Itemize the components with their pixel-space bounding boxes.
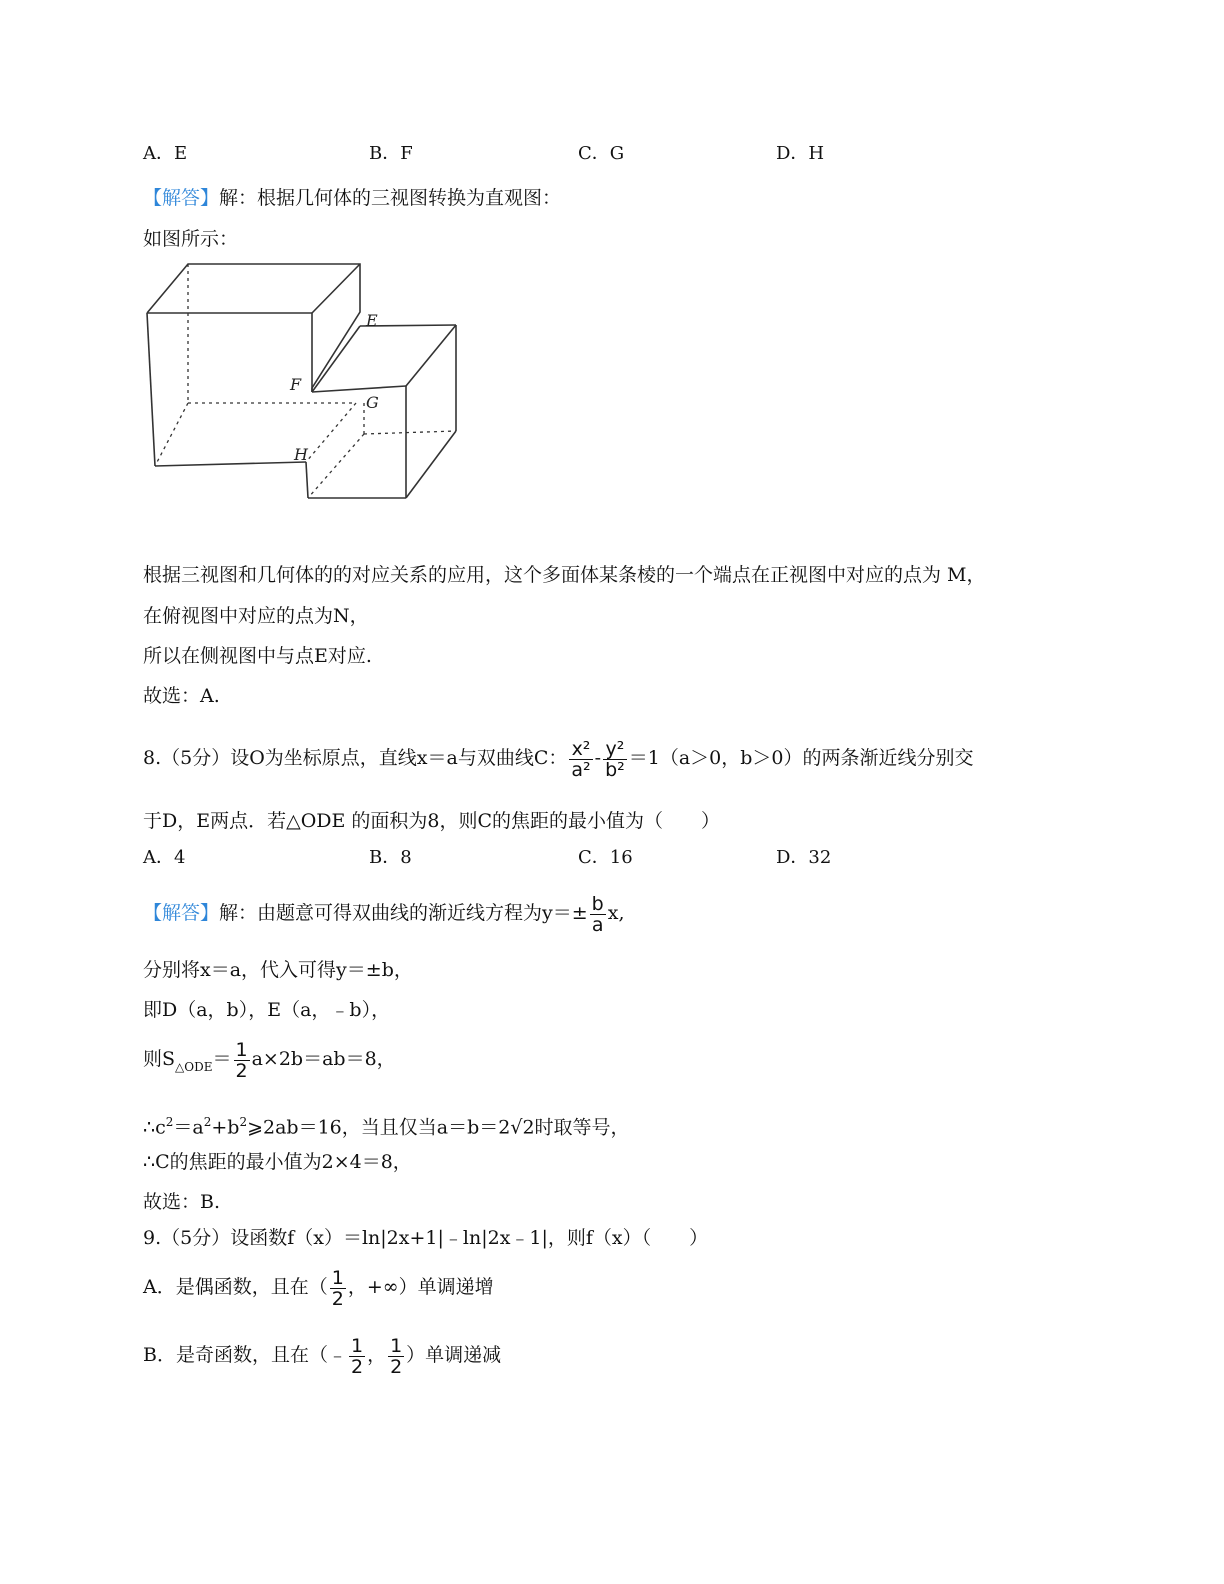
- s3-rest: a×2b＝ab＝8，: [251, 1048, 396, 1070]
- edge-lower-step-vertical: [306, 462, 308, 498]
- q8-step2: 即D（a，b），E（a，﹣b），: [143, 999, 391, 1021]
- minus-sign: -: [594, 747, 602, 769]
- q7-choice: 故选：A.: [143, 685, 220, 707]
- label-g: G: [366, 393, 379, 412]
- s4-part: ⩾2ab＝16，当且仅当a＝b＝2√2时取等号，: [247, 1116, 630, 1139]
- frac-num: 1: [390, 1334, 403, 1357]
- triangle-ode-subscript: △ODE: [175, 1060, 213, 1074]
- q9-option-b: [143, 1332, 501, 1378]
- answer-text: 解：根据几何体的三视图转换为直观图：: [219, 187, 562, 209]
- answer-tag: 【解答】: [143, 187, 220, 209]
- s4-part: ∴c: [143, 1116, 166, 1139]
- answer-tag: 【解答】: [143, 902, 220, 924]
- frac-num: 1: [235, 1038, 248, 1061]
- fraction-1-2: [234, 1040, 250, 1081]
- opt-a-text: A．是偶函数，且在（: [143, 1276, 328, 1298]
- q8-stem-part1: 8.（5分）设O为坐标原点，直线x＝a与双曲线C：: [143, 747, 568, 769]
- frac-num: b: [591, 892, 604, 915]
- solid-figure: [140, 258, 470, 508]
- s-label: 则S: [143, 1048, 176, 1070]
- frac-den: 2: [350, 1355, 364, 1378]
- hidden-edge-bottom-left: [155, 403, 188, 466]
- frac-den: a²: [571, 758, 591, 781]
- edge-bottom-front-left: [155, 462, 306, 466]
- edge-step-left: [312, 326, 360, 392]
- sup: 2: [203, 1115, 212, 1129]
- q8-stem-line2: 于D，E两点．若△ODE 的面积为8，则C的焦距的最小值为（ ）: [143, 810, 721, 832]
- frac-den: 2: [235, 1059, 248, 1082]
- frac-num: x²: [571, 737, 591, 760]
- fraction-1-2: [388, 1336, 404, 1377]
- fraction-1-2: [330, 1268, 346, 1309]
- opt-b-text-end: ）单调递减: [406, 1344, 502, 1366]
- q8-step3: [143, 1036, 396, 1090]
- hidden-edge-lower-back: [364, 431, 456, 434]
- q8-option-c: C．16: [578, 847, 633, 868]
- q7-option-a: A．E: [143, 143, 188, 164]
- q7-answer-line: [143, 186, 561, 210]
- answer-text-end: x,: [607, 902, 625, 924]
- q8-answer-line: [143, 890, 625, 936]
- edge-top-outline: [147, 264, 360, 392]
- fraction-1-2: [349, 1336, 365, 1377]
- q7-option-c: C．G: [578, 143, 625, 164]
- q8-step1: 分别将x＝a，代入可得y＝±b，: [143, 959, 413, 981]
- q8-stem: [143, 735, 974, 781]
- answer-text: 解：由题意可得双曲线的渐近线方程为y＝±: [219, 902, 588, 924]
- s4-part: +b: [211, 1116, 240, 1139]
- frac-den: b²: [605, 758, 625, 781]
- q7-option-d: D．H: [776, 143, 825, 164]
- q8-choice: 故选：B.: [143, 1191, 221, 1213]
- q8-step5: ∴C的焦距的最小值为2×4＝8，: [143, 1151, 412, 1173]
- sup: 2: [165, 1115, 174, 1129]
- fraction-x2-a2: [569, 739, 592, 780]
- edge-left-front: [147, 313, 155, 466]
- q7-option-b: B．F: [369, 143, 413, 164]
- frac-num: y²: [605, 737, 625, 760]
- label-h: H: [294, 445, 308, 464]
- hidden-edge-g-h: [306, 403, 356, 462]
- edge-step-front: [312, 386, 406, 392]
- q8-step4: [143, 1110, 630, 1139]
- fraction-y2-b2: [603, 739, 627, 780]
- opt-b-text: B．是奇函数，且在（﹣: [143, 1344, 347, 1366]
- fraction-b-a: [590, 894, 606, 935]
- equals: ＝: [212, 1048, 232, 1070]
- edge-bottom-right: [406, 431, 456, 498]
- sup: 2: [239, 1115, 248, 1129]
- frac-den: 2: [331, 1287, 344, 1310]
- as-shown-text: 如图所示：: [143, 228, 239, 250]
- q8-option-b: B．8: [369, 847, 412, 868]
- q8-stem-part2: ＝1（a＞0，b＞0）的两条渐近线分别交: [628, 747, 974, 769]
- edge-step-right: [406, 325, 456, 386]
- q7-explain-line2: 在俯视图中对应的点为N，: [143, 605, 369, 627]
- q8-option-a: A．4: [143, 847, 186, 868]
- comma: ，: [367, 1344, 387, 1366]
- frac-num: 1: [350, 1334, 364, 1357]
- label-e: E: [366, 311, 378, 330]
- q7-explain-line3: 所以在侧视图中与点E对应.: [143, 645, 372, 667]
- label-f: F: [290, 375, 302, 394]
- s4-part: ＝a: [173, 1116, 204, 1139]
- frac-den: 2: [390, 1355, 403, 1378]
- q8-option-d: D．32: [776, 847, 832, 868]
- q9-stem: 9.（5分）设函数f（x）＝ln|2x+1|﹣ln|2x﹣1|，则f（x）（ ）: [143, 1227, 709, 1249]
- hidden-edge-lower-left: [308, 434, 364, 498]
- frac-den: a: [590, 914, 606, 935]
- q9-option-a: [143, 1264, 494, 1310]
- opt-a-text-end: ，+∞）单调递增: [347, 1276, 494, 1298]
- q7-explain-line1: 根据三视图和几何体的的对应关系的应用，这个多面体某条棱的一个端点在正视图中对应的点为 M，: [143, 564, 986, 586]
- frac-num: 1: [331, 1266, 344, 1289]
- edge-front-right-top: [312, 264, 360, 313]
